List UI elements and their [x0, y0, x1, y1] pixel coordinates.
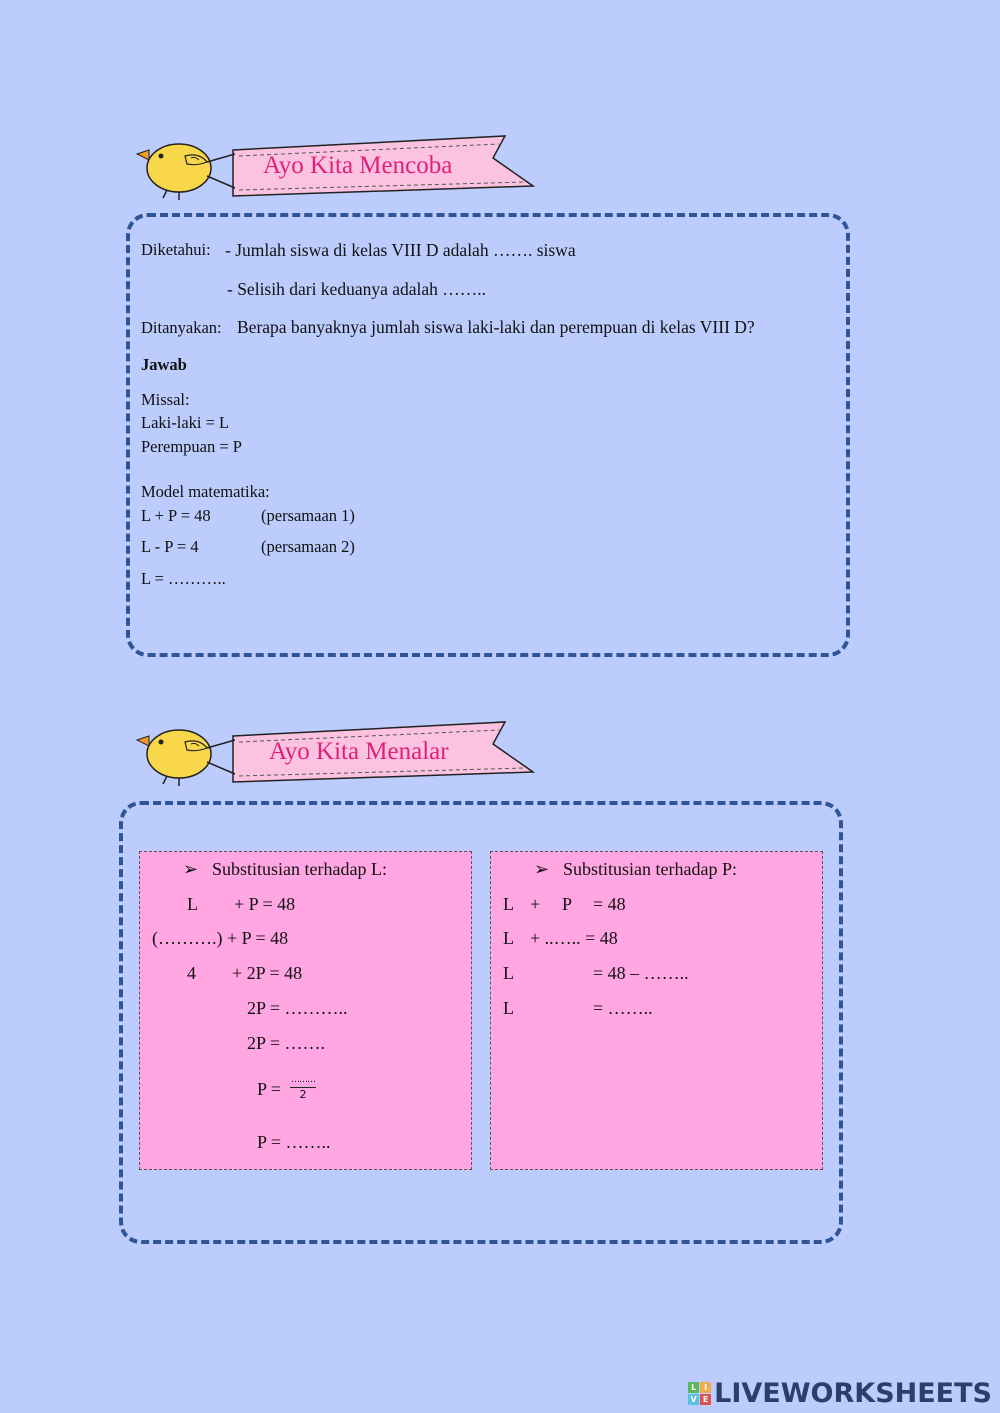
right-row2-rest: + ..….. = 48 — [530, 928, 618, 948]
ditanyakan-label: Ditanyakan: — [141, 318, 222, 337]
diketahui-line-1: - Jumlah siswa di kelas VIII D adalah ……. siswa — [225, 240, 576, 260]
liveworksheets-mark-icon — [688, 1382, 711, 1405]
logo-mark-letter: V — [688, 1394, 699, 1405]
right-row3-l: L — [503, 963, 514, 983]
missal-label: Missal: — [141, 390, 190, 409]
logo-mark-letter: E — [700, 1394, 711, 1405]
diketahui-line-2: - Selisih dari keduanya adalah …….. — [227, 279, 487, 299]
left-row3-rest: + 2P = 48 — [232, 963, 303, 983]
liveworksheets-logo[interactable] — [688, 1378, 992, 1408]
right-row4-rest: = …….. — [593, 998, 653, 1018]
fraction-denominator: 2 — [299, 1088, 307, 1101]
left-row1-l: L — [187, 894, 198, 914]
jawab-heading: Jawab — [141, 355, 187, 374]
substitution-p-heading: Substitusian terhadap P: — [563, 859, 737, 879]
right-row1-eq: = 48 — [593, 894, 626, 914]
diketahui-label: Diketahui: — [141, 240, 211, 259]
right-row2-l: L — [503, 928, 514, 948]
arrow-bullet-icon: ➢ — [183, 859, 199, 879]
logo-mark-letter: I — [700, 1382, 711, 1393]
section-title: Ayo Kita Mencoba — [263, 152, 453, 179]
right-row1-plus: + — [530, 894, 541, 914]
logo-mark-letter: L — [688, 1382, 699, 1393]
logo-text: LIVEWORKSHEETS — [714, 1377, 992, 1409]
left-row5: 2P = ……. — [247, 1033, 325, 1053]
equation-1-note: (persamaan 1) — [261, 506, 355, 525]
equation-3: L = ……….. — [141, 569, 226, 588]
left-row4: 2P = ……….. — [247, 998, 348, 1018]
right-row4-l: L — [503, 998, 514, 1018]
laki-definition: Laki-laki = L — [141, 413, 230, 432]
model-label: Model matematika: — [141, 482, 270, 501]
equation-2-note: (persamaan 2) — [261, 537, 355, 556]
banner-ayo-kita-mencoba — [133, 132, 543, 204]
perempuan-definition: Perempuan = P — [141, 437, 242, 456]
left-row2: (……….) + P = 48 — [152, 928, 289, 948]
right-row1-l: L — [503, 894, 514, 914]
section-title: Ayo Kita Menalar — [269, 738, 449, 765]
fraction — [290, 1076, 316, 1102]
left-row6-label: P = — [257, 1079, 281, 1099]
right-row1-p: P — [562, 894, 573, 914]
equation-1: L + P = 48 — [141, 506, 211, 525]
fraction-numerator: ……… — [290, 1076, 316, 1088]
arrow-bullet-icon: ➢ — [534, 859, 550, 879]
right-row3-rest: = 48 – …….. — [593, 963, 689, 983]
ditanyakan-text: Berapa banyaknya jumlah siswa laki-laki dan perempuan di kelas VIII D? — [237, 317, 755, 337]
left-row7: P = …….. — [257, 1132, 331, 1152]
equation-2: L - P = 4 — [141, 537, 199, 556]
banner-ayo-kita-menalar — [133, 718, 543, 790]
substitution-l-heading: Substitusian terhadap L: — [212, 859, 387, 879]
left-row1-rest: + P = 48 — [234, 894, 296, 914]
left-row3-value: 4 — [187, 963, 196, 983]
